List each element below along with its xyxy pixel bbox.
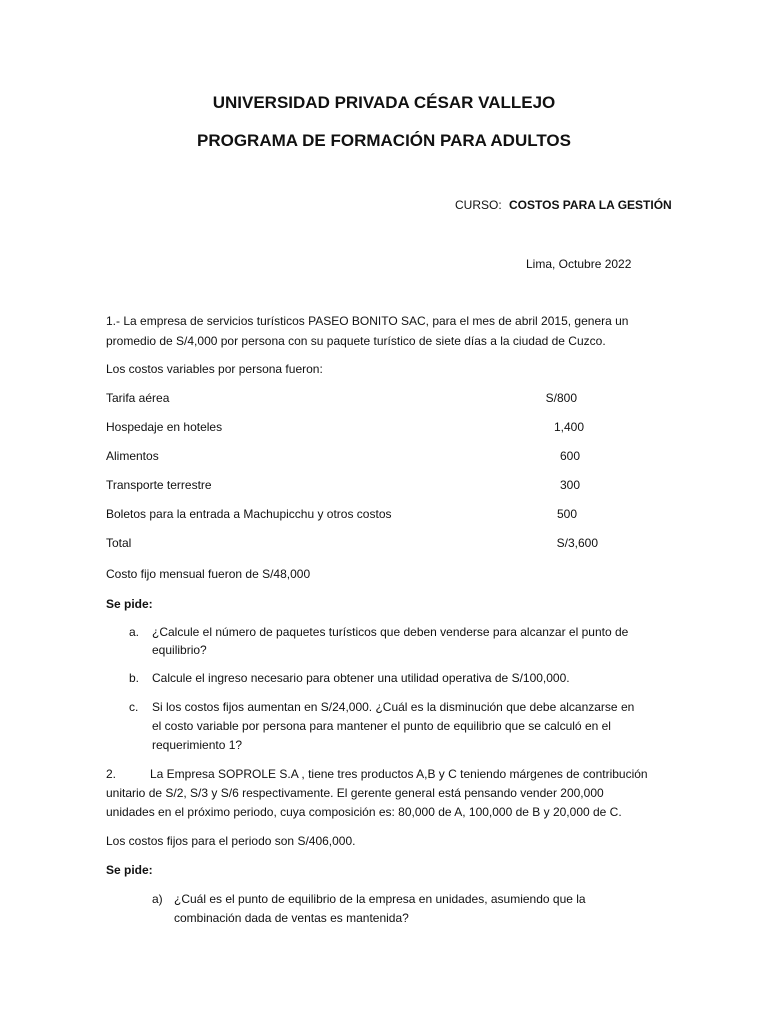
item-line: combinación dada de ventas es mantenida? <box>174 911 409 925</box>
q1-intro-line2: promedio de S/4,000 por persona con su paquete turístico de siete días a la ciudad de Cuzco. <box>106 334 606 348</box>
cost-item-label: Alimentos <box>106 449 159 463</box>
program-title: PROGRAMA DE FORMACIÓN PARA ADULTOS <box>197 131 571 150</box>
item-line: requerimiento 1? <box>152 738 243 752</box>
place-date: Lima, Octubre 2022 <box>526 257 632 271</box>
item-marker: b. <box>129 671 140 685</box>
q1-se-pide: Se pide: <box>106 597 153 611</box>
q2-number: 2. <box>106 767 117 781</box>
cost-item-amount: S/800 <box>545 391 577 405</box>
cost-item-label: Tarifa aérea <box>106 391 170 405</box>
item-marker: a. <box>129 625 140 639</box>
cost-item-amount: 1,400 <box>553 420 584 434</box>
item-line: equilibrio? <box>152 643 207 657</box>
cost-total-amount: S/3,600 <box>556 536 598 550</box>
cost-item-amount: 500 <box>556 507 577 521</box>
course-name: COSTOS PARA LA GESTIÓN <box>509 198 672 212</box>
cost-item-label: Boletos para la entrada a Machupicchu y otros costos <box>106 507 392 521</box>
cost-total-label: Total <box>106 536 132 550</box>
cost-item-label: Transporte terrestre <box>106 478 212 492</box>
variable-costs-title: Los costos variables por persona fueron: <box>106 362 323 376</box>
course-line <box>455 197 672 213</box>
item-marker: a) <box>152 892 163 906</box>
item-line: ¿Cuál es el punto de equilibrio de la empresa en unidades, asumiendo que la <box>174 892 586 906</box>
fixed-cost: Costo fijo mensual fueron de S/48,000 <box>106 567 311 581</box>
university-title: UNIVERSIDAD PRIVADA CÉSAR VALLEJO <box>212 93 556 112</box>
q2-line: unidades en el próximo periodo, cuya composición es: 80,000 de A, 100,000 de B y 20,000 de C. <box>106 805 622 819</box>
cost-item-amount: 300 <box>559 478 580 492</box>
item-line: Calcule el ingreso necesario para obtener una utilidad operativa de S/100,000. <box>152 671 570 685</box>
q2-se-pide: Se pide: <box>106 863 153 877</box>
q1-intro-line1: 1.- La empresa de servicios turísticos PASEO BONITO SAC, para el mes de abril 2015, genera un <box>106 314 629 328</box>
item-line: ¿Calcule el número de paquetes turísticos que deben venderse para alcanzar el punto de <box>152 625 629 639</box>
item-line: Si los costos fijos aumentan en S/24,000. ¿Cuál es la disminución que debe alcanzarse en <box>152 700 635 714</box>
q2-line: unitario de S/2, S/3 y S/6 respectivamente. El gerente general está pensando vender 200,000 <box>106 786 604 800</box>
cost-item-amount: 600 <box>559 449 580 463</box>
course-label: CURSO: <box>455 198 502 212</box>
q2-line: La Empresa SOPROLE S.A , tiene tres productos A,B y C teniendo márgenes de contribución <box>150 767 648 781</box>
item-line: el costo variable por persona para mantener el punto de equilibrio que se calculó en el <box>152 719 611 733</box>
item-marker: c. <box>129 700 139 714</box>
q2-fixed-costs: Los costos fijos para el periodo son S/406,000. <box>106 834 356 848</box>
cost-item-label: Hospedaje en hoteles <box>106 420 223 434</box>
